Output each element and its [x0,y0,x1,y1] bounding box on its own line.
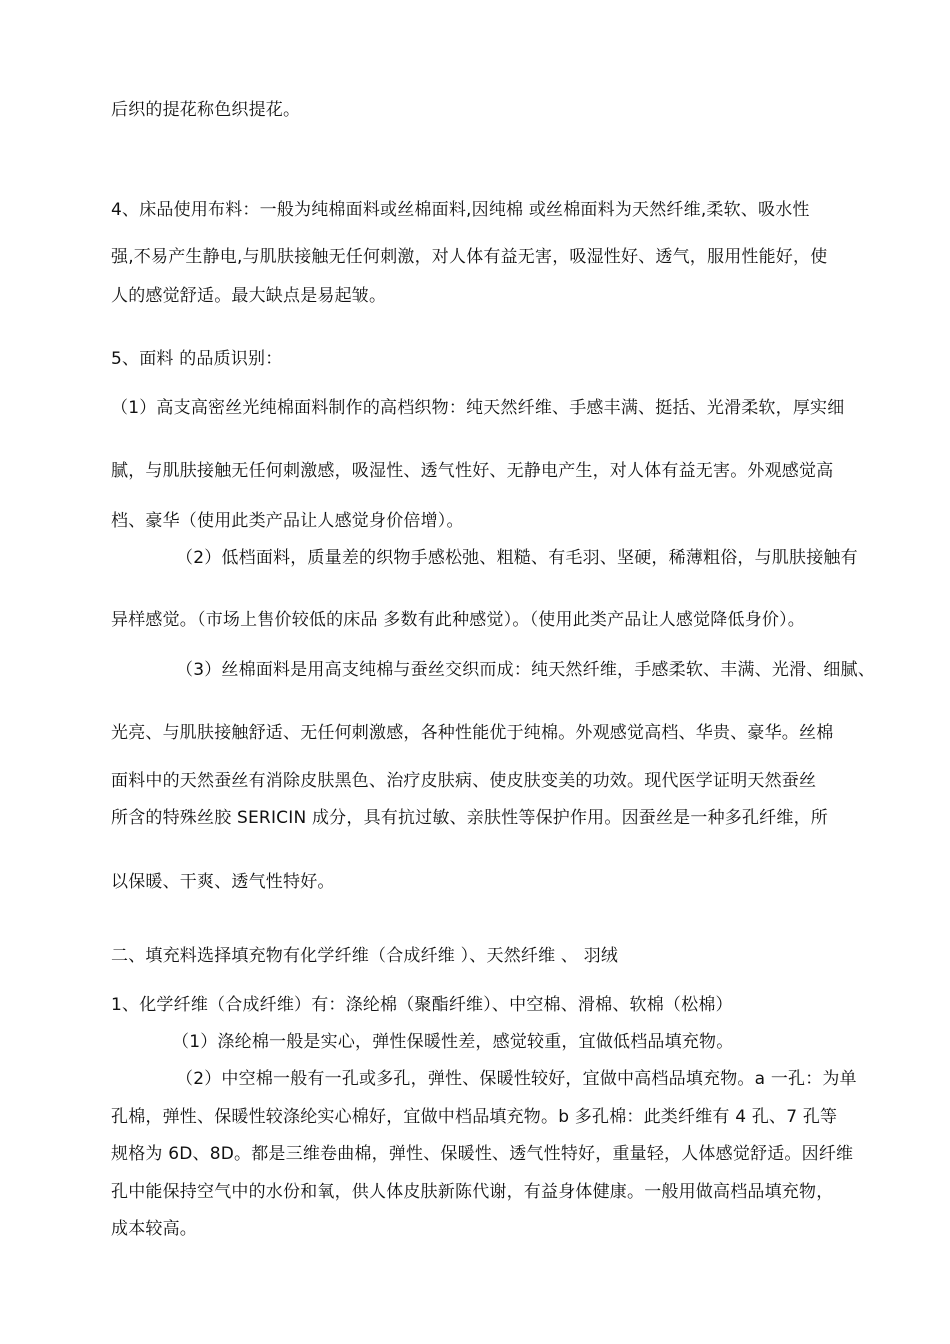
text-line: 后织的提花称色织提花。 [111,100,301,120]
text-line: 面料中的天然蚕丝有消除皮肤黑色、治疗皮肤病、使皮肤变美的功效。现代医学证明天然蚕丝 [111,771,817,791]
text-line: 以保暖、干爽、透气性特好。 [111,872,335,892]
text-line: 档、豪华（使用此类产品让人感觉身价倍增）。 [111,511,464,531]
text-line: 所含的特殊丝胶 SERICIN 成分，具有抗过敏、亲肤性等保护作用。因蚕丝是一种多孔纤维，所 [111,808,828,828]
text-line: （2）低档面料，质量差的织物手感松弛、粗糙、有毛羽、坚硬，稀薄粗俗，与肌肤接触有 [176,548,858,568]
text-line: 5、面料 的品质识别： [111,349,283,369]
text-line: （2）中空棉一般有一孔或多孔，弹性、保暖性较好，宜做中高档品填充物。a 一孔：为单 [176,1069,857,1089]
text-line: （1）涤纶棉一般是实心，弹性保暖性差，感觉较重，宜做低档品填充物。 [172,1032,734,1052]
text-line: 成本较高。 [111,1219,197,1239]
text-line: 光亮、与肌肤接触舒适、无任何刺激感，各种性能优于纯棉。外观感觉高档、华贵、豪华。丝棉 [111,723,834,743]
text-line: 强,不易产生静电,与肌肤接触无任何刺激，对人体有益无害，吸湿性好、透气，服用性能好，使 [111,247,828,267]
text-line: 孔中能保持空气中的水份和氧，供人体皮肤新陈代谢，有益身体健康。一般用做高档品填充物， [111,1182,834,1202]
text-line: 1、化学纤维（合成纤维）有：涤纶棉（聚酯纤维）、中空棉、滑棉、软棉（松棉） [111,995,733,1015]
text-line: 人的感觉舒适。最大缺点是易起皱。 [111,286,387,306]
text-line: 腻，与肌肤接触无任何刺激感，吸湿性、透气性好、无静电产生，对人体有益无害。外观感觉高 [111,461,834,481]
text-line: （3）丝棉面料是用高支纯棉与蚕丝交织而成：纯天然纤维，手感柔软、丰满、光滑、细腻、 [176,660,876,680]
text-line: 异样感觉。（市场上售价较低的床品 多数有此种感觉）。（使用此类产品让人感觉降低身价）。 [111,610,806,630]
text-line: 4、床品使用布料：一般为纯棉面料或丝棉面料,因纯棉 或丝棉面料为天然纤维,柔软、吸水性 [111,200,810,220]
text-line: 孔棉，弹性、保暖性较涤纶实心棉好，宜做中档品填充物。b 多孔棉：此类纤维有 4 孔、7 孔等 [111,1107,838,1127]
section-heading: 二、填充料选择填充物有化学纤维（合成纤维 ）、天然纤维 、 羽绒 [111,946,619,966]
text-line: （1）高支高密丝光纯棉面料制作的高档织物：纯天然纤维、手感丰满、挺括、光滑柔软，厚实细 [111,398,845,418]
text-line: 规格为 6D、8D。都是三维卷曲棉，弹性、保暖性、透气性特好，重量轻，人体感觉舒适。因纤维 [111,1144,854,1164]
